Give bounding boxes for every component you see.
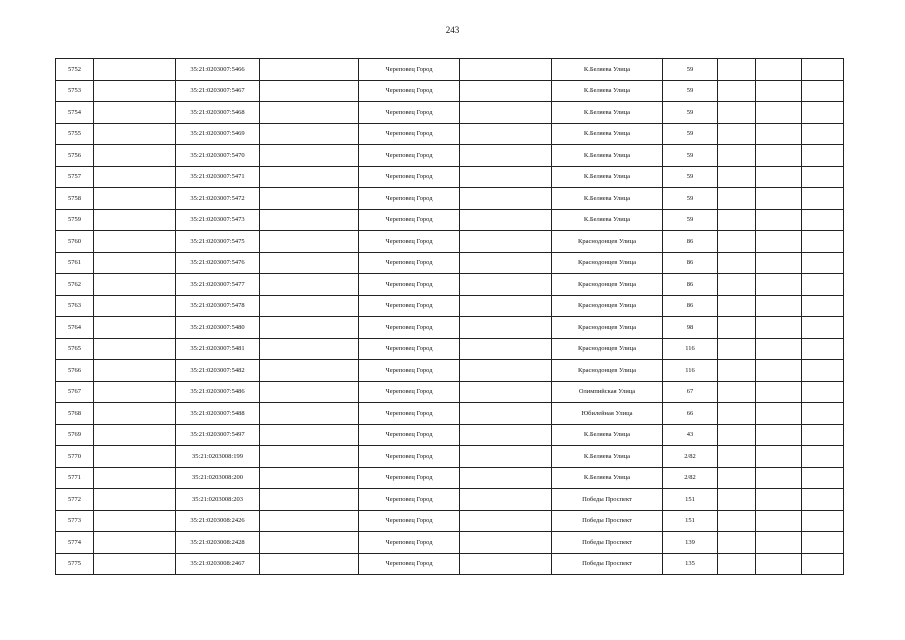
cadastral-number-cell: 35:21:0203007:5475 — [176, 231, 260, 253]
street-cell: К.Беляева Улица — [552, 102, 663, 124]
row-number-cell: 5760 — [56, 231, 94, 253]
empty-cell — [802, 59, 844, 81]
empty-cell — [94, 510, 176, 532]
empty-cell — [756, 317, 802, 339]
city-cell: Череповец Город — [359, 188, 460, 210]
city-cell: Череповец Город — [359, 123, 460, 145]
empty-cell — [260, 274, 359, 296]
house-number-cell: 2/82 — [663, 467, 718, 489]
empty-cell — [460, 424, 552, 446]
empty-cell — [802, 209, 844, 231]
row-number-cell: 5753 — [56, 80, 94, 102]
empty-cell — [460, 446, 552, 468]
empty-cell — [460, 553, 552, 575]
empty-cell — [718, 338, 756, 360]
empty-cell — [460, 59, 552, 81]
empty-cell — [802, 317, 844, 339]
row-number-cell: 5770 — [56, 446, 94, 468]
empty-cell — [94, 424, 176, 446]
cadastral-number-cell: 35:21:0203008:200 — [176, 467, 260, 489]
empty-cell — [460, 360, 552, 382]
cadastral-number-cell: 35:21:0203007:5472 — [176, 188, 260, 210]
empty-cell — [260, 80, 359, 102]
table-row — [56, 360, 844, 382]
empty-cell — [260, 209, 359, 231]
empty-cell — [260, 252, 359, 274]
empty-cell — [460, 467, 552, 489]
city-cell: Череповец Город — [359, 532, 460, 554]
house-number-cell: 116 — [663, 338, 718, 360]
table-row — [56, 231, 844, 253]
empty-cell — [94, 231, 176, 253]
city-cell: Череповец Город — [359, 274, 460, 296]
empty-cell — [94, 252, 176, 274]
cadastral-number-cell: 35:21:0203007:5476 — [176, 252, 260, 274]
empty-cell — [802, 532, 844, 554]
cadastral-number-cell: 35:21:0203007:5471 — [176, 166, 260, 188]
table-row — [56, 467, 844, 489]
house-number-cell: 59 — [663, 166, 718, 188]
table-row — [56, 403, 844, 425]
house-number-cell: 98 — [663, 317, 718, 339]
row-number-cell: 5762 — [56, 274, 94, 296]
street-cell: К.Беляева Улица — [552, 123, 663, 145]
row-number-cell: 5764 — [56, 317, 94, 339]
cadastral-number-cell: 35:21:0203007:5478 — [176, 295, 260, 317]
empty-cell — [718, 403, 756, 425]
empty-cell — [460, 274, 552, 296]
table-row — [56, 338, 844, 360]
row-number-cell: 5768 — [56, 403, 94, 425]
row-number-cell: 5759 — [56, 209, 94, 231]
table-row — [56, 532, 844, 554]
empty-cell — [718, 145, 756, 167]
empty-cell — [260, 145, 359, 167]
empty-cell — [460, 188, 552, 210]
cadastral-number-cell: 35:21:0203007:5488 — [176, 403, 260, 425]
empty-cell — [94, 381, 176, 403]
empty-cell — [94, 532, 176, 554]
house-number-cell: 59 — [663, 80, 718, 102]
empty-cell — [94, 102, 176, 124]
table-row — [56, 381, 844, 403]
empty-cell — [260, 295, 359, 317]
empty-cell — [260, 489, 359, 511]
street-cell: К.Беляева Улица — [552, 424, 663, 446]
table-row — [56, 188, 844, 210]
cadastral-number-cell: 35:21:0203008:199 — [176, 446, 260, 468]
house-number-cell: 2/82 — [663, 446, 718, 468]
row-number-cell: 5772 — [56, 489, 94, 511]
table-row — [56, 295, 844, 317]
empty-cell — [94, 123, 176, 145]
house-number-cell: 139 — [663, 532, 718, 554]
empty-cell — [460, 532, 552, 554]
registry-table-body — [56, 59, 844, 575]
row-number-cell: 5765 — [56, 338, 94, 360]
city-cell: Череповец Город — [359, 295, 460, 317]
row-number-cell: 5757 — [56, 166, 94, 188]
street-cell: Краснодонцев Улица — [552, 231, 663, 253]
house-number-cell: 59 — [663, 188, 718, 210]
empty-cell — [756, 424, 802, 446]
row-number-cell: 5775 — [56, 553, 94, 575]
empty-cell — [756, 360, 802, 382]
city-cell: Череповец Город — [359, 317, 460, 339]
city-cell: Череповец Город — [359, 80, 460, 102]
street-cell: К.Беляева Улица — [552, 80, 663, 102]
empty-cell — [460, 295, 552, 317]
empty-cell — [756, 403, 802, 425]
empty-cell — [94, 274, 176, 296]
empty-cell — [756, 489, 802, 511]
house-number-cell: 43 — [663, 424, 718, 446]
row-number-cell: 5771 — [56, 467, 94, 489]
empty-cell — [756, 166, 802, 188]
city-cell: Череповец Город — [359, 252, 460, 274]
empty-cell — [802, 403, 844, 425]
empty-cell — [718, 553, 756, 575]
empty-cell — [718, 59, 756, 81]
empty-cell — [756, 59, 802, 81]
cadastral-number-cell: 35:21:0203007:5477 — [176, 274, 260, 296]
street-cell: Краснодонцев Улица — [552, 252, 663, 274]
empty-cell — [260, 424, 359, 446]
empty-cell — [756, 467, 802, 489]
house-number-cell: 151 — [663, 510, 718, 532]
empty-cell — [94, 338, 176, 360]
empty-cell — [260, 231, 359, 253]
empty-cell — [260, 446, 359, 468]
empty-cell — [802, 102, 844, 124]
empty-cell — [260, 532, 359, 554]
empty-cell — [260, 338, 359, 360]
empty-cell — [802, 274, 844, 296]
empty-cell — [756, 446, 802, 468]
empty-cell — [802, 467, 844, 489]
empty-cell — [460, 102, 552, 124]
street-cell: К.Беляева Улица — [552, 446, 663, 468]
empty-cell — [94, 59, 176, 81]
page-number: 243 — [445, 25, 460, 35]
cadastral-number-cell: 35:21:0203007:5468 — [176, 102, 260, 124]
table-row — [56, 489, 844, 511]
cadastral-number-cell: 35:21:0203008:2428 — [176, 532, 260, 554]
street-cell: Краснодонцев Улица — [552, 317, 663, 339]
city-cell: Череповец Город — [359, 338, 460, 360]
city-cell: Череповец Город — [359, 424, 460, 446]
empty-cell — [756, 532, 802, 554]
empty-cell — [94, 209, 176, 231]
empty-cell — [460, 510, 552, 532]
cadastral-number-cell: 35:21:0203007:5469 — [176, 123, 260, 145]
empty-cell — [260, 553, 359, 575]
street-cell: Победы Проспект — [552, 553, 663, 575]
table-row — [56, 317, 844, 339]
house-number-cell: 151 — [663, 489, 718, 511]
empty-cell — [756, 510, 802, 532]
empty-cell — [718, 188, 756, 210]
street-cell: К.Беляева Улица — [552, 467, 663, 489]
house-number-cell: 86 — [663, 295, 718, 317]
empty-cell — [756, 295, 802, 317]
empty-cell — [802, 381, 844, 403]
cadastral-number-cell: 35:21:0203007:5473 — [176, 209, 260, 231]
empty-cell — [260, 102, 359, 124]
row-number-cell: 5754 — [56, 102, 94, 124]
cadastral-number-cell: 35:21:0203007:5466 — [176, 59, 260, 81]
empty-cell — [94, 166, 176, 188]
city-cell: Череповец Город — [359, 403, 460, 425]
house-number-cell: 59 — [663, 102, 718, 124]
empty-cell — [756, 123, 802, 145]
street-cell: Победы Проспект — [552, 532, 663, 554]
house-number-cell: 66 — [663, 403, 718, 425]
empty-cell — [802, 123, 844, 145]
empty-cell — [94, 295, 176, 317]
empty-cell — [718, 510, 756, 532]
empty-cell — [718, 80, 756, 102]
city-cell: Череповец Город — [359, 510, 460, 532]
table-row — [56, 274, 844, 296]
house-number-cell: 135 — [663, 553, 718, 575]
empty-cell — [802, 338, 844, 360]
table-row — [56, 123, 844, 145]
cadastral-number-cell: 35:21:0203007:5497 — [176, 424, 260, 446]
empty-cell — [260, 360, 359, 382]
empty-cell — [718, 123, 756, 145]
street-cell: К.Беляева Улица — [552, 188, 663, 210]
table-row — [56, 102, 844, 124]
empty-cell — [756, 274, 802, 296]
cadastral-number-cell: 35:21:0203008:203 — [176, 489, 260, 511]
empty-cell — [756, 381, 802, 403]
cadastral-number-cell: 35:21:0203007:5481 — [176, 338, 260, 360]
empty-cell — [260, 403, 359, 425]
city-cell: Череповец Город — [359, 446, 460, 468]
table-row — [56, 424, 844, 446]
empty-cell — [718, 102, 756, 124]
city-cell: Череповец Город — [359, 102, 460, 124]
empty-cell — [718, 467, 756, 489]
empty-cell — [756, 188, 802, 210]
empty-cell — [94, 403, 176, 425]
city-cell: Череповец Город — [359, 145, 460, 167]
street-cell: К.Беляева Улица — [552, 145, 663, 167]
street-cell: Победы Проспект — [552, 489, 663, 511]
city-cell: Череповец Город — [359, 360, 460, 382]
empty-cell — [460, 317, 552, 339]
empty-cell — [94, 80, 176, 102]
empty-cell — [460, 252, 552, 274]
street-cell: К.Беляева Улица — [552, 166, 663, 188]
cadastral-number-cell: 35:21:0203007:5480 — [176, 317, 260, 339]
empty-cell — [802, 145, 844, 167]
empty-cell — [802, 80, 844, 102]
empty-cell — [756, 553, 802, 575]
cadastral-number-cell: 35:21:0203008:2467 — [176, 553, 260, 575]
cadastral-number-cell: 35:21:0203007:5467 — [176, 80, 260, 102]
empty-cell — [802, 446, 844, 468]
cadastral-number-cell: 35:21:0203007:5482 — [176, 360, 260, 382]
city-cell: Череповец Город — [359, 467, 460, 489]
empty-cell — [260, 59, 359, 81]
empty-cell — [802, 489, 844, 511]
row-number-cell: 5767 — [56, 381, 94, 403]
table-row — [56, 553, 844, 575]
street-cell: Краснодонцев Улица — [552, 338, 663, 360]
empty-cell — [718, 209, 756, 231]
empty-cell — [260, 381, 359, 403]
empty-cell — [460, 403, 552, 425]
empty-cell — [460, 489, 552, 511]
table-row — [56, 166, 844, 188]
empty-cell — [460, 145, 552, 167]
empty-cell — [460, 209, 552, 231]
row-number-cell: 5761 — [56, 252, 94, 274]
empty-cell — [718, 446, 756, 468]
row-number-cell: 5774 — [56, 532, 94, 554]
table-row — [56, 446, 844, 468]
empty-cell — [756, 102, 802, 124]
city-cell: Череповец Город — [359, 381, 460, 403]
empty-cell — [802, 188, 844, 210]
empty-cell — [756, 231, 802, 253]
registry-table — [55, 58, 844, 575]
empty-cell — [260, 467, 359, 489]
empty-cell — [756, 209, 802, 231]
empty-cell — [460, 166, 552, 188]
empty-cell — [756, 80, 802, 102]
empty-cell — [802, 231, 844, 253]
empty-cell — [802, 166, 844, 188]
house-number-cell: 59 — [663, 209, 718, 231]
empty-cell — [94, 553, 176, 575]
city-cell: Череповец Город — [359, 209, 460, 231]
table-row — [56, 209, 844, 231]
row-number-cell: 5763 — [56, 295, 94, 317]
empty-cell — [460, 231, 552, 253]
row-number-cell: 5758 — [56, 188, 94, 210]
empty-cell — [460, 338, 552, 360]
cadastral-number-cell: 35:21:0203008:2426 — [176, 510, 260, 532]
empty-cell — [718, 231, 756, 253]
empty-cell — [94, 489, 176, 511]
empty-cell — [94, 446, 176, 468]
house-number-cell: 67 — [663, 381, 718, 403]
empty-cell — [260, 510, 359, 532]
house-number-cell: 86 — [663, 252, 718, 274]
empty-cell — [260, 123, 359, 145]
row-number-cell: 5766 — [56, 360, 94, 382]
empty-cell — [756, 338, 802, 360]
city-cell: Череповец Город — [359, 231, 460, 253]
row-number-cell: 5755 — [56, 123, 94, 145]
empty-cell — [718, 381, 756, 403]
empty-cell — [718, 489, 756, 511]
street-cell: К.Беляева Улица — [552, 59, 663, 81]
empty-cell — [94, 188, 176, 210]
row-number-cell: 5773 — [56, 510, 94, 532]
row-number-cell: 5756 — [56, 145, 94, 167]
house-number-cell: 59 — [663, 123, 718, 145]
street-cell: К.Беляева Улица — [552, 209, 663, 231]
empty-cell — [718, 295, 756, 317]
empty-cell — [718, 360, 756, 382]
empty-cell — [94, 360, 176, 382]
row-number-cell: 5752 — [56, 59, 94, 81]
city-cell: Череповец Город — [359, 553, 460, 575]
empty-cell — [718, 252, 756, 274]
empty-cell — [94, 317, 176, 339]
empty-cell — [94, 467, 176, 489]
table-row — [56, 145, 844, 167]
empty-cell — [802, 252, 844, 274]
cadastral-number-cell: 35:21:0203007:5470 — [176, 145, 260, 167]
house-number-cell: 116 — [663, 360, 718, 382]
empty-cell — [718, 166, 756, 188]
empty-cell — [802, 424, 844, 446]
street-cell: Победы Проспект — [552, 510, 663, 532]
house-number-cell: 86 — [663, 274, 718, 296]
empty-cell — [460, 123, 552, 145]
table-row — [56, 252, 844, 274]
empty-cell — [718, 424, 756, 446]
empty-cell — [802, 553, 844, 575]
street-cell: Юбилейная Улица — [552, 403, 663, 425]
empty-cell — [260, 317, 359, 339]
cadastral-number-cell: 35:21:0203007:5486 — [176, 381, 260, 403]
empty-cell — [802, 360, 844, 382]
table-row — [56, 80, 844, 102]
empty-cell — [802, 510, 844, 532]
house-number-cell: 59 — [663, 59, 718, 81]
empty-cell — [94, 145, 176, 167]
house-number-cell: 59 — [663, 145, 718, 167]
street-cell: Краснодонцев Улица — [552, 295, 663, 317]
empty-cell — [756, 145, 802, 167]
street-cell: Краснодонцев Улица — [552, 360, 663, 382]
row-number-cell: 5769 — [56, 424, 94, 446]
empty-cell — [718, 274, 756, 296]
empty-cell — [718, 532, 756, 554]
empty-cell — [460, 80, 552, 102]
empty-cell — [802, 295, 844, 317]
table-row — [56, 510, 844, 532]
street-cell: Олимпийская Улица — [552, 381, 663, 403]
empty-cell — [718, 317, 756, 339]
street-cell: Краснодонцев Улица — [552, 274, 663, 296]
empty-cell — [756, 252, 802, 274]
table-row — [56, 59, 844, 81]
house-number-cell: 86 — [663, 231, 718, 253]
city-cell: Череповец Город — [359, 59, 460, 81]
city-cell: Череповец Город — [359, 166, 460, 188]
empty-cell — [460, 381, 552, 403]
empty-cell — [260, 166, 359, 188]
city-cell: Череповец Город — [359, 489, 460, 511]
empty-cell — [260, 188, 359, 210]
